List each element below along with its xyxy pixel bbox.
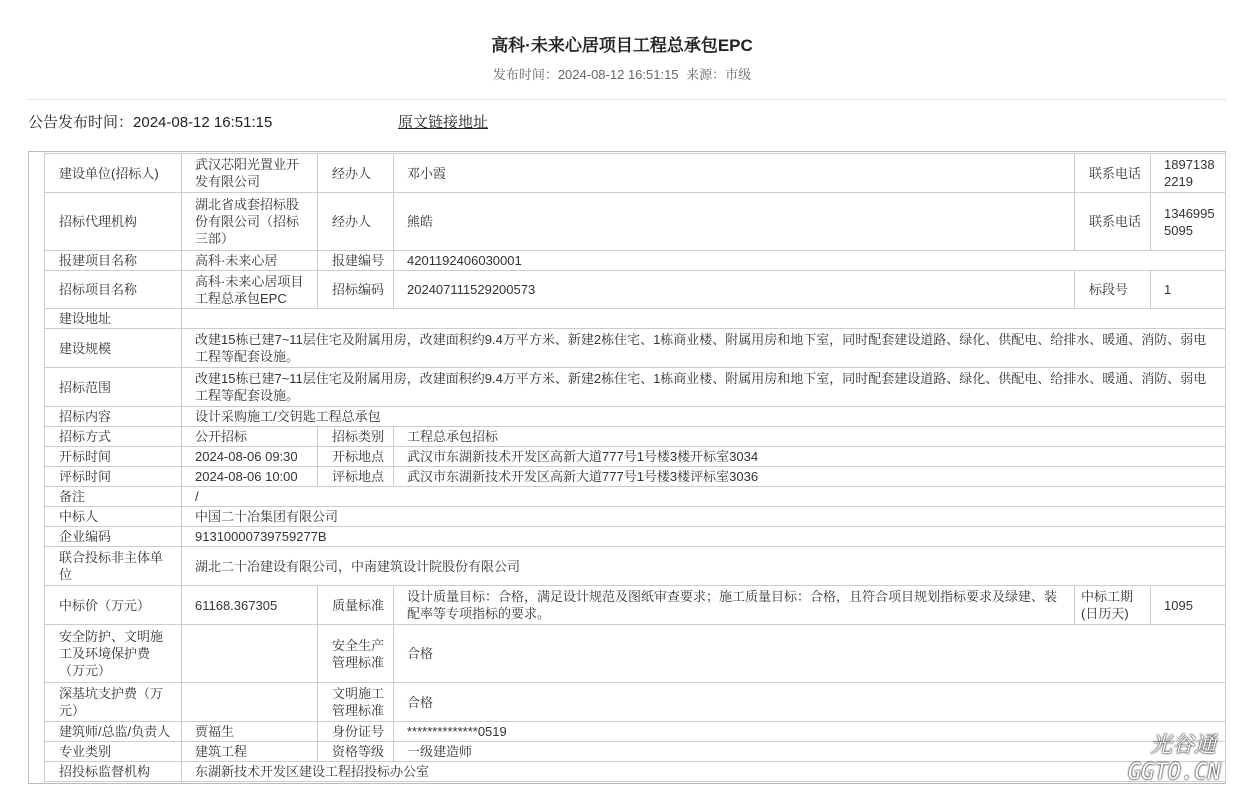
value-cell: 改建15栋已建7~11层住宅及附属用房，改建面积约9.4万平方米、新建2栋住宅、1栋商业楼、附属用房和地下室，同时配套建设道路、绿化、供配电、给排水、暖通、消防、弱电工程等配套设施。 bbox=[182, 368, 1226, 407]
table-row bbox=[45, 507, 1226, 527]
value-cell: 设计质量目标：合格，满足设计规范及图纸审查要求；施工质量目标：合格，且符合项目规划指标要求及绿建、装配率等专项指标的要求。 bbox=[394, 586, 1075, 625]
label-cell: 备注 bbox=[45, 487, 182, 507]
label-cell: 招标类别 bbox=[318, 427, 394, 447]
value-cell: 湖北二十冶建设有限公司，中南建筑设计院股份有限公司 bbox=[182, 547, 1226, 586]
value-cell: 18971382219 bbox=[1151, 154, 1226, 193]
table-row bbox=[45, 407, 1226, 427]
label-cell: 中标人 bbox=[45, 507, 182, 527]
value-cell: 熊皓 bbox=[394, 193, 1075, 251]
label-cell: 开标时间 bbox=[45, 447, 182, 467]
value-cell: 武汉市东湖新技术开发区高新大道777号1号楼3楼评标室3036 bbox=[394, 467, 1226, 487]
source-label: 来源：市级 bbox=[686, 67, 752, 82]
value-cell: 公开招标 bbox=[182, 427, 318, 447]
value-cell: 中国二十冶集团有限公司 bbox=[182, 507, 1226, 527]
label-cell: 招投标监督机构 bbox=[45, 762, 182, 782]
notice-publish-time bbox=[28, 111, 272, 132]
label-cell: 报建编号 bbox=[318, 251, 394, 271]
watermark-logo: 光谷通 bbox=[1150, 732, 1217, 757]
value-cell: 武汉市东湖新技术开发区高新大道777号1号楼3楼开标室3034 bbox=[394, 447, 1226, 467]
original-link[interactable]: 原文链接地址 bbox=[398, 114, 489, 131]
label-cell: 招标代理机构 bbox=[45, 193, 182, 251]
table-row bbox=[45, 271, 1226, 309]
value-cell: **************0519 bbox=[394, 722, 1226, 742]
label-cell: 中标价（万元） bbox=[45, 586, 182, 625]
label-cell: 中标工期(日历天) bbox=[1075, 586, 1151, 625]
value-cell: 邓小霞 bbox=[394, 154, 1075, 193]
label-cell: 评标时间 bbox=[45, 467, 182, 487]
table-row bbox=[45, 683, 1226, 722]
value-cell: 武汉芯阳光置业开发有限公司 bbox=[182, 154, 318, 193]
label-cell: 深基坑支护费（万元） bbox=[45, 683, 182, 722]
publish-label: 发布时间： bbox=[492, 67, 558, 82]
value-cell: 202407111529200573 bbox=[394, 271, 1075, 309]
value-cell: 高科·未来心居项目工程总承包EPC bbox=[182, 271, 318, 309]
table-row bbox=[45, 193, 1226, 251]
label-cell: 标段号 bbox=[1075, 271, 1151, 309]
label-cell: 建筑师/总监/负责人 bbox=[45, 722, 182, 742]
notice-time: 2024-08-12 16:51:15 bbox=[133, 114, 273, 131]
value-cell: 设计采购施工/交钥匙工程总承包 bbox=[182, 407, 1226, 427]
value-cell: 湖北省成套招标股份有限公司（招标三部） bbox=[182, 193, 318, 251]
label-cell: 企业编码 bbox=[45, 527, 182, 547]
table-row bbox=[45, 251, 1226, 271]
label-cell: 安全生产管理标准 bbox=[318, 625, 394, 683]
value-cell: 4201192406030001 bbox=[394, 251, 1226, 271]
value-cell: 91310000739759277B bbox=[182, 527, 1226, 547]
label-cell: 评标地点 bbox=[318, 467, 394, 487]
value-cell: 1 bbox=[1151, 271, 1226, 309]
label-cell: 经办人 bbox=[318, 193, 394, 251]
table-row bbox=[45, 309, 1226, 329]
value-cell: / bbox=[182, 487, 1226, 507]
label-cell: 联系电话 bbox=[1075, 154, 1151, 193]
label-cell: 身份证号 bbox=[318, 722, 394, 742]
value-cell: 1095 bbox=[1151, 586, 1226, 625]
publish-meta bbox=[0, 64, 1244, 83]
value-cell: 一级建造师 bbox=[394, 742, 1226, 762]
label-cell: 质量标准 bbox=[318, 586, 394, 625]
label-cell: 建设规模 bbox=[45, 329, 182, 368]
value-cell bbox=[182, 683, 318, 722]
label-cell: 招标内容 bbox=[45, 407, 182, 427]
table-row bbox=[45, 762, 1226, 782]
table-row bbox=[45, 154, 1226, 193]
label-cell: 联系电话 bbox=[1075, 193, 1151, 251]
label-cell: 招标方式 bbox=[45, 427, 182, 447]
label-cell: 建设地址 bbox=[45, 309, 182, 329]
table-row bbox=[45, 625, 1226, 683]
value-cell: 工程总承包招标 bbox=[394, 427, 1226, 447]
label-cell: 安全防护、文明施工及环境保护费（万元） bbox=[45, 625, 182, 683]
value-cell: 合格 bbox=[394, 625, 1226, 683]
watermark-domain: GGTO.CN bbox=[1128, 760, 1221, 785]
label-cell: 联合投标非主体单位 bbox=[45, 547, 182, 586]
table-row bbox=[45, 329, 1226, 368]
table-row bbox=[45, 586, 1226, 625]
label-cell: 建设单位(招标人) bbox=[45, 154, 182, 193]
label-cell: 文明施工管理标准 bbox=[318, 683, 394, 722]
value-cell: 东湖新技术开发区建设工程招投标办公室 bbox=[182, 762, 1226, 782]
table-row bbox=[45, 427, 1226, 447]
notice-label: 公告发布时间： bbox=[28, 114, 134, 131]
value-cell: 2024-08-06 09:30 bbox=[182, 447, 318, 467]
value-cell: 贾福生 bbox=[182, 722, 318, 742]
label-cell: 报建项目名称 bbox=[45, 251, 182, 271]
table-row bbox=[45, 527, 1226, 547]
label-cell: 开标地点 bbox=[318, 447, 394, 467]
publish-time: 2024-08-12 16:51:15 bbox=[557, 67, 679, 82]
value-cell: 2024-08-06 10:00 bbox=[182, 467, 318, 487]
label-cell: 招标范围 bbox=[45, 368, 182, 407]
table-row bbox=[45, 547, 1226, 586]
table-row bbox=[45, 487, 1226, 507]
table-row bbox=[45, 742, 1226, 762]
label-cell: 招标编码 bbox=[318, 271, 394, 309]
value-cell: 合格 bbox=[394, 683, 1226, 722]
table-row bbox=[45, 368, 1226, 407]
table-row bbox=[45, 722, 1226, 742]
table-row bbox=[45, 447, 1226, 467]
label-cell: 招标项目名称 bbox=[45, 271, 182, 309]
label-cell: 经办人 bbox=[318, 154, 394, 193]
value-cell bbox=[182, 309, 1226, 329]
value-cell: 61168.367305 bbox=[182, 586, 318, 625]
page-title: 高科·未来心居项目工程总承包EPC bbox=[491, 36, 753, 55]
value-cell: 高科·未来心居 bbox=[182, 251, 318, 271]
label-cell: 专业类别 bbox=[45, 742, 182, 762]
value-cell bbox=[182, 625, 318, 683]
value-cell: 13469955095 bbox=[1151, 193, 1226, 251]
label-cell: 资格等级 bbox=[318, 742, 394, 762]
value-cell: 改建15栋已建7~11层住宅及附属用房，改建面积约9.4万平方米、新建2栋住宅、1栋商业楼、附属用房和地下室，同时配套建设道路、绿化、供配电、给排水、暖通、消防、弱电工程等配套设施。 bbox=[182, 329, 1226, 368]
value-cell: 建筑工程 bbox=[182, 742, 318, 762]
divider bbox=[28, 99, 1226, 100]
table-row bbox=[45, 467, 1226, 487]
info-table bbox=[44, 153, 1226, 782]
